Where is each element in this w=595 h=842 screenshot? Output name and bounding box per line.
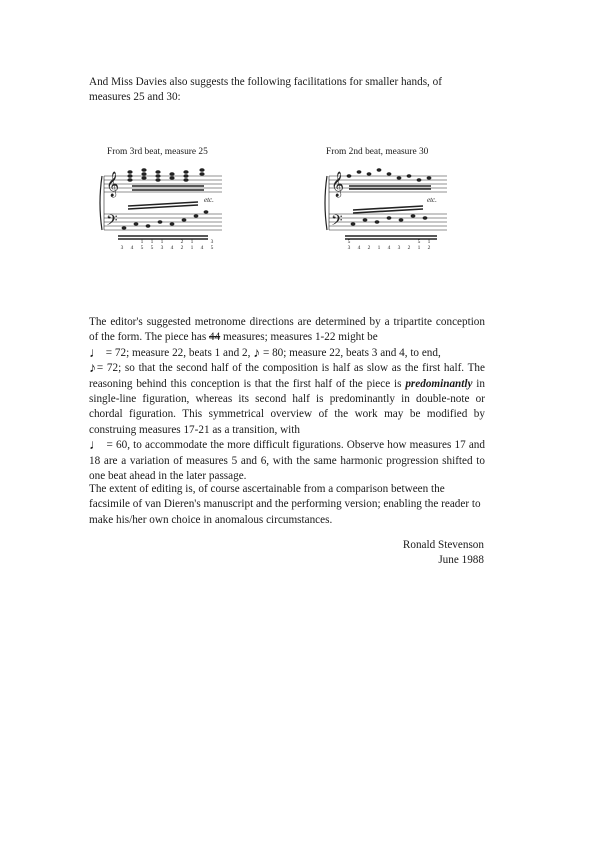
metronome-paragraph: The editor's suggested metronome directions are determined by a tripartite conception of the form. The piece has 44 measures; measures 1-22 might be ♩ = 72; measure 22, beats 1 and 2, ♪ = 80; measure 22, beats 3 and 4, to end, ♪= 72; so that the second half of the composition is half as slow as the first half. The reasoning behind this conception is that the first half of the piece is predominantly in single-line figuration, whereas its second half is predominantly in double-note or chordal figuration. This symmetrical overview of the work may be modified by construing measures 17-21 as a transition, with ♩ = 60, to accommodate the more difficult figurations. Observe how measures 17 and 18 are a variation of measures 5 and 6, with the same harmonic progression shifted to one beat ahead in the later passage. (89, 316, 485, 483)
svg-text:1: 1 (190, 245, 194, 251)
treble-clef-icon: 𝄞 (106, 172, 120, 197)
svg-text:4: 4 (130, 245, 134, 251)
svg-text:2: 2 (180, 245, 184, 251)
example-caption-measure-30: From 2nd beat, measure 30 (326, 147, 429, 157)
music-example-measure-25 (98, 162, 224, 258)
svg-text:2: 2 (180, 239, 184, 245)
svg-text:2: 2 (427, 245, 431, 251)
svg-text:5: 5 (210, 245, 214, 251)
svg-text:3: 3 (210, 239, 214, 245)
svg-text:1: 1 (190, 239, 194, 245)
bass-clef-icon: 𝄢 (331, 212, 343, 233)
svg-text:5: 5 (140, 245, 144, 251)
svg-text:5: 5 (347, 239, 351, 245)
svg-text:5: 5 (417, 239, 421, 245)
svg-text:1: 1 (140, 239, 144, 245)
svg-text:3: 3 (347, 245, 351, 251)
svg-text:2: 2 (367, 245, 371, 251)
svg-text:3: 3 (120, 245, 124, 251)
quarter-note-icon: ♩ (89, 438, 104, 454)
svg-text:4: 4 (200, 245, 204, 251)
svg-text:2: 2 (407, 245, 411, 251)
intro-paragraph: And Miss Davies also suggests the following facilitations for smaller hands, of measures 25 and 30: (89, 76, 442, 104)
signature-name: Ronald Stevenson (402, 539, 484, 551)
quarter-note-icon: ♩ (89, 345, 103, 361)
svg-text:4: 4 (170, 245, 174, 251)
etc-marking: etc. (427, 196, 437, 204)
svg-text:3: 3 (397, 245, 401, 251)
svg-text:1: 1 (417, 245, 421, 251)
signature-date: June 1988 (438, 554, 484, 566)
svg-text:4: 4 (357, 245, 361, 251)
music-example-measure-30 (323, 162, 449, 258)
svg-text:5: 5 (150, 245, 154, 251)
eighth-note-icon: ♪ (253, 345, 261, 361)
svg-text:1: 1 (427, 239, 431, 245)
treble-clef-icon: 𝄞 (331, 172, 345, 197)
extent-paragraph: The extent of editing is, of course ascertainable from a comparison between the facsimile of van Dieren's manuscript and the performing version; enabling the reader to make his/her own choice in anomalous circumstances. (89, 483, 481, 526)
emphasized-word: predominantly (405, 377, 473, 390)
bass-clef-icon: 𝄢 (106, 212, 118, 233)
svg-text:1: 1 (160, 239, 164, 245)
etc-marking: etc. (204, 196, 214, 204)
example-caption-measure-25: From 3rd beat, measure 25 (107, 147, 208, 157)
svg-text:4: 4 (387, 245, 391, 251)
svg-text:1: 1 (150, 239, 154, 245)
eighth-note-icon: ♪ (89, 361, 97, 377)
svg-text:3: 3 (160, 245, 164, 251)
svg-text:1: 1 (377, 245, 381, 251)
struck-number: 44 (209, 331, 221, 344)
